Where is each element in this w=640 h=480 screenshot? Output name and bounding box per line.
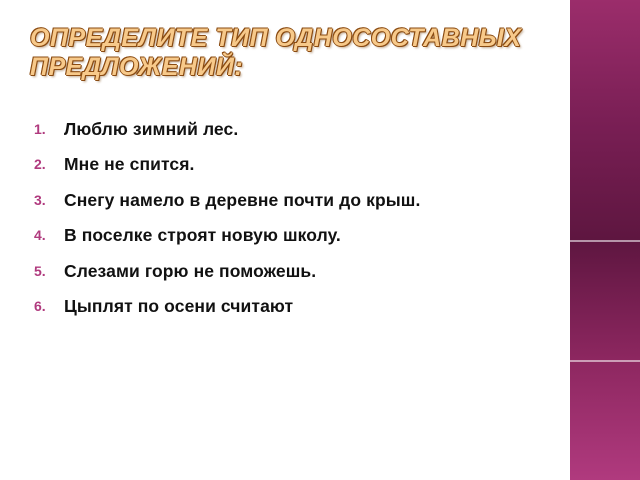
list-item-number: 6. (34, 297, 46, 314)
list-item-text: В поселке строят новую школу. (64, 225, 341, 246)
list-item-text: Слезами горю не поможешь. (64, 260, 317, 281)
list-item (30, 153, 530, 175)
decorative-divider-lower (570, 360, 640, 362)
list-item (30, 118, 530, 140)
list-item (30, 189, 530, 211)
decorative-bar-middle (570, 240, 640, 360)
decorative-side-bars (570, 0, 640, 480)
list-item-number: 2. (34, 156, 46, 173)
list-item-number: 4. (34, 227, 46, 244)
list-item-number: 5. (34, 262, 46, 279)
list-item-text: Цыплят по осени считают (64, 295, 294, 316)
decorative-bar-top (570, 0, 640, 240)
decorative-bar-bottom (570, 360, 640, 480)
list-item (30, 224, 530, 246)
list-item (30, 295, 530, 317)
list-item-text: Мне не спится. (64, 154, 195, 175)
list-item (30, 260, 530, 282)
list-item-number: 1. (34, 121, 46, 137)
list-item-text: Снегу намело в деревне почти до крыш. (64, 189, 421, 210)
decorative-divider-upper (570, 240, 640, 242)
list-item-number: 3. (34, 191, 46, 208)
list-item-text: Люблю зимний лес. (64, 119, 239, 139)
slide-title: ОПРЕДЕЛИТЕ ТИП ОДНОСОСТАВНЫХ ПРЕДЛОЖЕНИЙ: (30, 24, 550, 82)
sentence-list (30, 118, 530, 330)
